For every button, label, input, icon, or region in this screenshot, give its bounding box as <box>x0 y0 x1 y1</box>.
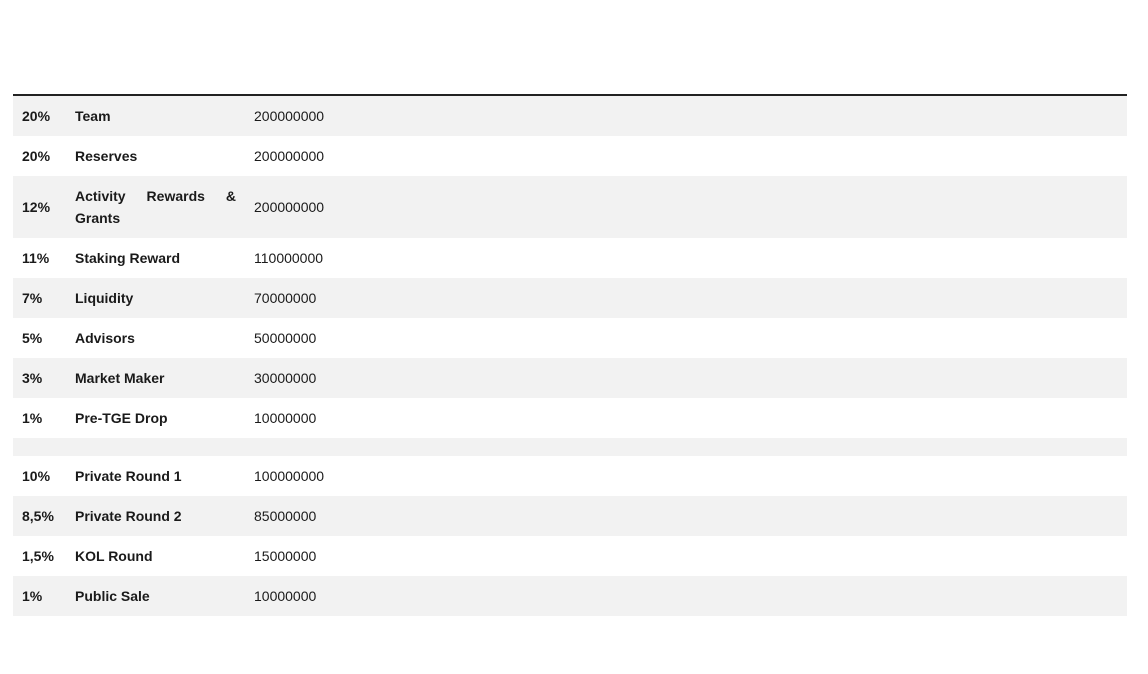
tokens-cell: 200000000 <box>254 148 325 164</box>
share-cell: 3% <box>22 370 43 386</box>
spacer-cell <box>13 438 1127 456</box>
details-cell <box>337 358 1127 398</box>
category-cell: KOL Round <box>75 548 153 564</box>
category-cell: Pre-TGE Drop <box>75 410 168 426</box>
table-row <box>13 398 1127 438</box>
share-cell: 11% <box>22 250 50 266</box>
category-cell: Liquidity <box>75 290 134 306</box>
header-details <box>337 56 1127 95</box>
tokens-cell: 30000000 <box>254 370 317 386</box>
category-cell: Advisors <box>75 330 135 346</box>
share-cell: 20% <box>22 108 51 124</box>
table-row <box>13 576 1127 616</box>
header-tokens <box>245 56 337 95</box>
table-row <box>13 496 1127 536</box>
tokens-cell: 10000000 <box>254 410 317 426</box>
tokens-cell: 200000000 <box>254 108 325 124</box>
tokens-cell: 200000000 <box>254 199 325 215</box>
table-row <box>13 238 1127 278</box>
details-cell <box>337 398 1127 438</box>
share-cell: 7% <box>22 290 43 306</box>
category-cell: Staking Reward <box>75 250 181 266</box>
tokens-cell: 15000000 <box>254 548 317 564</box>
category-cell: Private Round 2 <box>75 508 182 524</box>
tokens-cell: 110000000 <box>254 250 324 266</box>
share-cell: 5% <box>22 330 43 346</box>
details-cell <box>337 456 1127 496</box>
table-body <box>13 95 1127 616</box>
tokens-cell: 100000000 <box>254 468 325 484</box>
share-cell: 10% <box>22 468 51 484</box>
details-cell <box>337 318 1127 358</box>
details-cell <box>337 496 1127 536</box>
tokens-cell: 85000000 <box>254 508 317 524</box>
table-row <box>13 456 1127 496</box>
table-header-row <box>13 56 1127 95</box>
details-cell <box>337 136 1127 176</box>
table-row <box>13 136 1127 176</box>
tokens-cell: 10000000 <box>254 588 317 604</box>
category-cell: Reserves <box>75 148 138 164</box>
table-row <box>13 278 1127 318</box>
category-cell: Public Sale <box>75 588 150 604</box>
table-row <box>13 536 1127 576</box>
details-cell <box>337 176 1127 238</box>
tokens-cell: 70000000 <box>254 290 317 306</box>
category-cell: Private Round 1 <box>75 468 182 484</box>
details-cell <box>337 238 1127 278</box>
table-row <box>13 358 1127 398</box>
category-cell: Market Maker <box>75 370 165 386</box>
table-row <box>13 318 1127 358</box>
table-row <box>13 176 1127 238</box>
details-cell <box>337 95 1127 136</box>
details-cell <box>337 536 1127 576</box>
details-cell <box>337 278 1127 318</box>
header-share <box>13 56 66 95</box>
category-cell: Team <box>75 108 111 124</box>
share-cell: 12% <box>22 199 51 215</box>
share-cell: 1,5% <box>22 548 54 564</box>
tokens-cell: 50000000 <box>254 330 317 346</box>
details-cell <box>337 576 1127 616</box>
header-category <box>66 56 245 95</box>
share-cell: 8,5% <box>22 508 54 524</box>
category-cell: Activity Rewards & Grants <box>75 188 236 226</box>
table-spacer-row <box>13 438 1127 456</box>
table-row <box>13 95 1127 136</box>
share-cell: 1% <box>22 410 43 426</box>
token-distribution-table <box>13 56 1127 616</box>
share-cell: 1% <box>22 588 43 604</box>
share-cell: 20% <box>22 148 51 164</box>
